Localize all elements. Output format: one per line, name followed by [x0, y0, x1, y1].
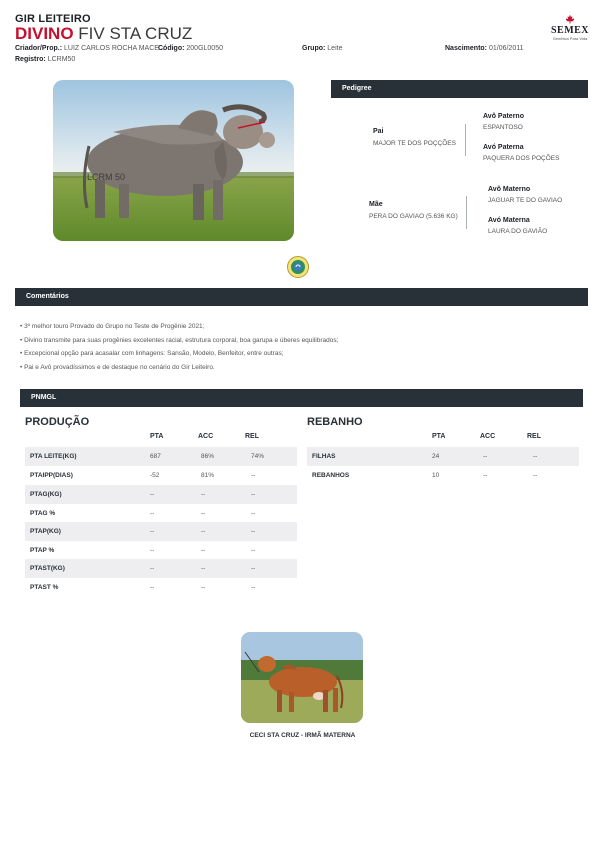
- semex-logo: [546, 14, 594, 44]
- row-rel: --: [251, 565, 256, 572]
- seal-icon: [287, 256, 309, 278]
- row-acc: --: [483, 453, 488, 460]
- row-pta: --: [150, 584, 155, 591]
- avo-paterna-value: PAQUERA DOS POÇÕES: [483, 155, 560, 162]
- row-pta: -52: [150, 472, 160, 479]
- row-acc: --: [201, 565, 206, 572]
- pedigree-divider-materno: [466, 196, 467, 229]
- certification-seal: [287, 256, 309, 278]
- mae-value: PERA DO GAVIAO (5.636 KG): [369, 213, 458, 220]
- row-acc: --: [201, 528, 206, 535]
- pedigree-divider-paterno: [465, 124, 466, 156]
- producao-col-rel: REL: [245, 433, 259, 440]
- pedigree-header: [331, 80, 588, 98]
- avo-materno-value: JAGUAR TE DO GAVIAO: [488, 197, 563, 204]
- nascimento-label: Nascimento:: [445, 45, 488, 52]
- bull-name-highlight: DIVINO: [15, 24, 74, 43]
- pnmgl-title: PNMGL: [31, 394, 57, 401]
- criador-value: LUIZ CARLOS ROCHA MACE...: [64, 45, 165, 52]
- comment-item: • Divino transmite para suas progênies excelentes racial, estrutura corporal, boa garupa e úberes equilibrados;: [20, 336, 339, 344]
- table-row: [307, 466, 579, 485]
- row-rel: --: [251, 528, 256, 535]
- row-acc: --: [201, 547, 206, 554]
- row-acc: 86%: [201, 453, 215, 460]
- pai-label: Pai: [373, 128, 384, 135]
- table-row: [25, 447, 297, 466]
- nascimento-field: [445, 45, 523, 52]
- registro-value: LCRM50: [47, 56, 76, 63]
- pedigree-title: Pedigree: [342, 85, 372, 92]
- table-row: [25, 559, 297, 578]
- table-row: [25, 541, 297, 560]
- logo-tagline: Genética Para Vida: [552, 36, 588, 41]
- codigo-label: Código:: [158, 45, 185, 52]
- bull-name: [15, 24, 192, 44]
- row-label: PTAG(KG): [30, 491, 62, 498]
- comment-item: • Pai e Avô provadíssimos e de destaque no cenário do Gir Leiteiro.: [20, 363, 215, 371]
- row-rel: --: [251, 510, 256, 517]
- row-pta: --: [150, 491, 155, 498]
- row-rel: --: [251, 547, 256, 554]
- rebanho-col-acc: ACC: [480, 433, 496, 440]
- pai-value: MAJOR TE DOS POÇÇÕES: [373, 140, 456, 147]
- bull-name-rest: FIV STA CRUZ: [78, 24, 193, 43]
- rebanho-col-pta: PTA: [432, 433, 446, 440]
- row-label: PTAG %: [30, 510, 56, 517]
- avo-paterno-value: ESPANTOSO: [483, 124, 523, 131]
- mae-label: Mãe: [369, 201, 383, 208]
- row-rel: --: [533, 453, 538, 460]
- rebanho-title: REBANHO: [307, 416, 363, 428]
- row-acc: --: [201, 491, 206, 498]
- logo-name: SEMEX: [550, 25, 590, 36]
- row-rel: --: [251, 491, 256, 498]
- row-acc: 81%: [201, 472, 215, 479]
- row-label: PTAST %: [30, 584, 59, 591]
- grupo-field: [302, 45, 342, 52]
- avo-paterno-label: Avô Paterno: [483, 113, 524, 120]
- row-pta: --: [150, 547, 155, 554]
- row-label: PTAP(KG): [30, 528, 61, 535]
- row-acc: --: [201, 584, 206, 591]
- criador-field: [15, 45, 165, 52]
- cow-illustration: [241, 632, 363, 723]
- nascimento-value: 01/06/2011: [488, 45, 524, 52]
- row-pta: --: [150, 510, 155, 517]
- row-pta: --: [150, 528, 155, 535]
- row-pta: 10: [432, 472, 440, 479]
- producao-col-acc: ACC: [198, 433, 214, 440]
- avo-materna-label: Avó Materna: [488, 217, 530, 224]
- row-label: REBANHOS: [312, 472, 350, 479]
- table-row: [25, 504, 297, 523]
- bull-illustration: [53, 80, 294, 241]
- pnmgl-header: [20, 389, 583, 407]
- producao-col-pta: PTA: [150, 433, 164, 440]
- codigo-value: 200GL0050: [186, 45, 223, 52]
- row-rel: --: [251, 584, 256, 591]
- bull-photo: [53, 80, 294, 241]
- avo-paterna-label: Avó Paterna: [483, 144, 524, 151]
- comments-list: [20, 320, 580, 374]
- row-acc: --: [201, 510, 206, 517]
- row-label: FILHAS: [312, 453, 336, 460]
- table-row: [25, 578, 297, 597]
- row-acc: --: [483, 472, 488, 479]
- breed-label: GIR LEITEIRO: [15, 13, 91, 25]
- registro-label: Registro:: [15, 56, 46, 63]
- row-pta: --: [150, 565, 155, 572]
- registro-field: [15, 56, 75, 63]
- row-rel: --: [251, 472, 256, 479]
- avo-materno-label: Avô Materno: [488, 186, 531, 193]
- row-label: PTAIPP(DIAS): [30, 472, 73, 479]
- codigo-field: [158, 45, 223, 52]
- criador-label: Criador/Prop.:: [15, 45, 63, 52]
- comment-item: • Excepcional opção para acasalar com linhagens: Sansão, Modelo, Benfeitor, entre outras;: [20, 350, 284, 357]
- row-pta: 24: [432, 453, 440, 460]
- comments-header: [15, 288, 588, 306]
- table-row: [25, 522, 297, 541]
- comments-title: Comentários: [26, 293, 69, 300]
- row-label: PTAP %: [30, 547, 55, 554]
- grupo-label: Grupo:: [302, 45, 326, 52]
- sister-photo: [241, 632, 363, 723]
- table-row: [25, 485, 297, 504]
- row-label: PTA LEITE(KG): [30, 453, 77, 460]
- producao-title: PRODUÇÃO: [25, 416, 90, 428]
- comment-item: • 3º melhor touro Provado do Grupo no Teste de Progênie 2021;: [20, 323, 205, 330]
- grupo-value: Leite: [327, 45, 343, 52]
- table-row: [25, 466, 297, 485]
- row-rel: --: [533, 472, 538, 479]
- row-pta: 687: [150, 453, 161, 460]
- row-rel: 74%: [251, 453, 265, 460]
- rebanho-col-rel: REL: [527, 433, 541, 440]
- row-label: PTAST(KG): [30, 565, 65, 572]
- table-row: [307, 447, 579, 466]
- brand-mark: LCRM 50: [87, 172, 126, 182]
- sister-caption: CECI STA CRUZ - IRMÃ MATERNA: [249, 732, 356, 739]
- avo-materna-value: LAURA DO GAVIÃO: [488, 228, 548, 235]
